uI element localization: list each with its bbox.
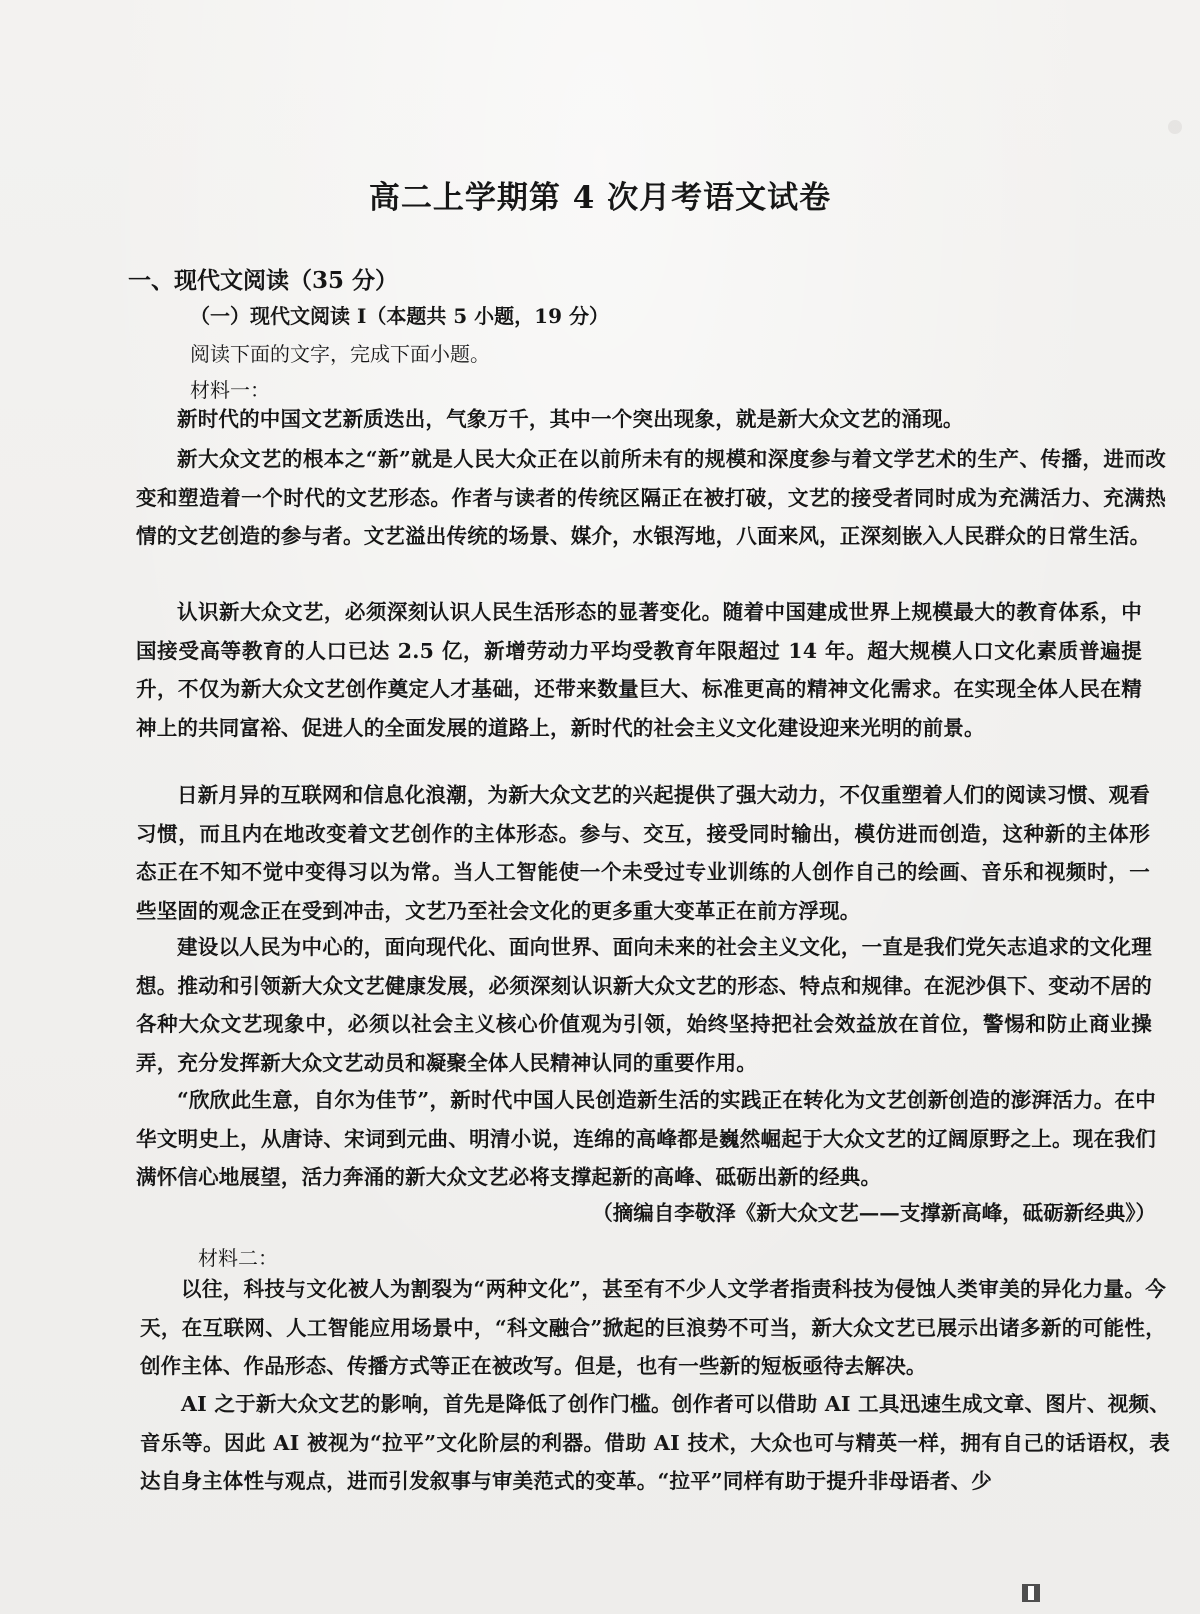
qr-code-icon xyxy=(1022,1584,1040,1602)
material-1-paragraph: 新大众文艺的根本之“新”就是人民大众正在以前所未有的规模和深度参与着文学艺术的生产、传播，进而改变和塑造着一个时代的文艺形态。作者与读者的传统区隔正在被打破，文艺的接受者同时成为充满活力、充满热情的文艺创造的参与者。文艺溢出传统的场景、媒介，水银泻地，八面来风，正深刻嵌入人民群众的日常生活。 xyxy=(136,447,1166,548)
material-1-paragraph: 建设以人民为中心的，面向现代化、面向世界、面向未来的社会主义文化，一直是我们党矢志追求的文化理想。推动和引领新大众文艺健康发展，必须深刻认识新大众文艺的形态、特点和规律。在泥沙俱下、变动不居的各种大众文艺现象中，必须以社会主义核心价值观为引领，始终坚持把社会效益放在首位，警惕和防止商业操弄，充分发挥新大众文艺动员和凝聚全体人民精神认同的重要作用。 xyxy=(136,935,1152,1075)
material-1-paragraph: “欣欣此生意，自尔为佳节”，新时代中国人民创造新生活的实践正在转化为文艺创新创造的澎湃活力。在中华文明史上，从唐诗、宋词到元曲、明清小说，连绵的高峰都是巍然崛起于大众文艺的辽阔原野之上。现在我们满怀信心地展望，活力奔涌的新大众文艺必将支撑起新的高峰、砥砺出新的经典。 xyxy=(136,1088,1156,1189)
scan-mark xyxy=(1168,120,1182,134)
material-1-label: 材料一： xyxy=(190,378,270,402)
section-heading: 一、现代文阅读（35 分） xyxy=(128,267,399,294)
material-2-label: 材料二： xyxy=(198,1246,278,1270)
sub-heading: （一）现代文阅读 I（本题共 5 小题，19 分） xyxy=(190,304,609,328)
material-1-paragraph: 新时代的中国文艺新质迭出，气象万千，其中一个突出现象，就是新大众文艺的涌现。 xyxy=(177,407,964,431)
material-1-paragraph: 日新月异的互联网和信息化浪潮，为新大众文艺的兴起提供了强大动力，不仅重塑着人们的阅读习惯、观看习惯，而且内在地改变着文艺创作的主体形态。参与、交互，接受同时输出，模仿进而创造，这种新的主体形态正在不知不觉中变得习以为常。当人工智能使一个未受过专业训练的人创作自己的绘画、音乐和视频时，一些坚固的观念正在受到冲击，文艺乃至社会文化的更多重大变革正在前方浮现。 xyxy=(136,783,1150,923)
reading-instruction: 阅读下面的文字，完成下面小题。 xyxy=(190,342,490,366)
material-2-paragraph: AI 之于新大众文艺的影响，首先是降低了创作门槛。创作者可以借助 AI 工具迅速生成文章、图片、视频、音乐等。因此 AI 被视为“拉平”文化阶层的利器。借助 AI 技术，大众也可与精英一样，拥有自己的话语权，表达自身主体性与观点，进而引发叙事与审美范式的变革。“拉平”同样有助于提升非母语者、少 xyxy=(140,1392,1170,1493)
scanner-watermark xyxy=(1022,1582,1142,1604)
exam-title: 高二上学期第 4 次月考语文试卷 xyxy=(368,180,832,216)
material-1-source: （摘编自李敬泽《新大众文艺——支撑新高峰，砥砺新经典》） xyxy=(592,1201,1156,1225)
material-2-paragraph: 以往，科技与文化被人为割裂为“两种文化”，甚至有不少人文学者指责科技为侵蚀人类审美的异化力量。今天，在互联网、人工智能应用场景中，“科文融合”掀起的巨浪势不可当，新大众文艺已展示出诸多新的可能性，创作主体、作品形态、传播方式等正在被改写。但是，也有一些新的短板亟待去解决。 xyxy=(140,1277,1166,1378)
material-1-paragraph: 认识新大众文艺，必须深刻认识人民生活形态的显著变化。随着中国建成世界上规模最大的教育体系，中国接受高等教育的人口已达 2.5 亿，新增劳动力平均受教育年限超过 14 年。超大规模人口文化素质普遍提升，不仅为新大众文艺创作奠定人才基础，还带来数量巨大、标准更高的精神文化需求。在实现全体人民在精神上的共同富裕、促进人的全面发展的道路上，新时代的社会主义文化建设迎来光明的前景。 xyxy=(136,600,1142,740)
